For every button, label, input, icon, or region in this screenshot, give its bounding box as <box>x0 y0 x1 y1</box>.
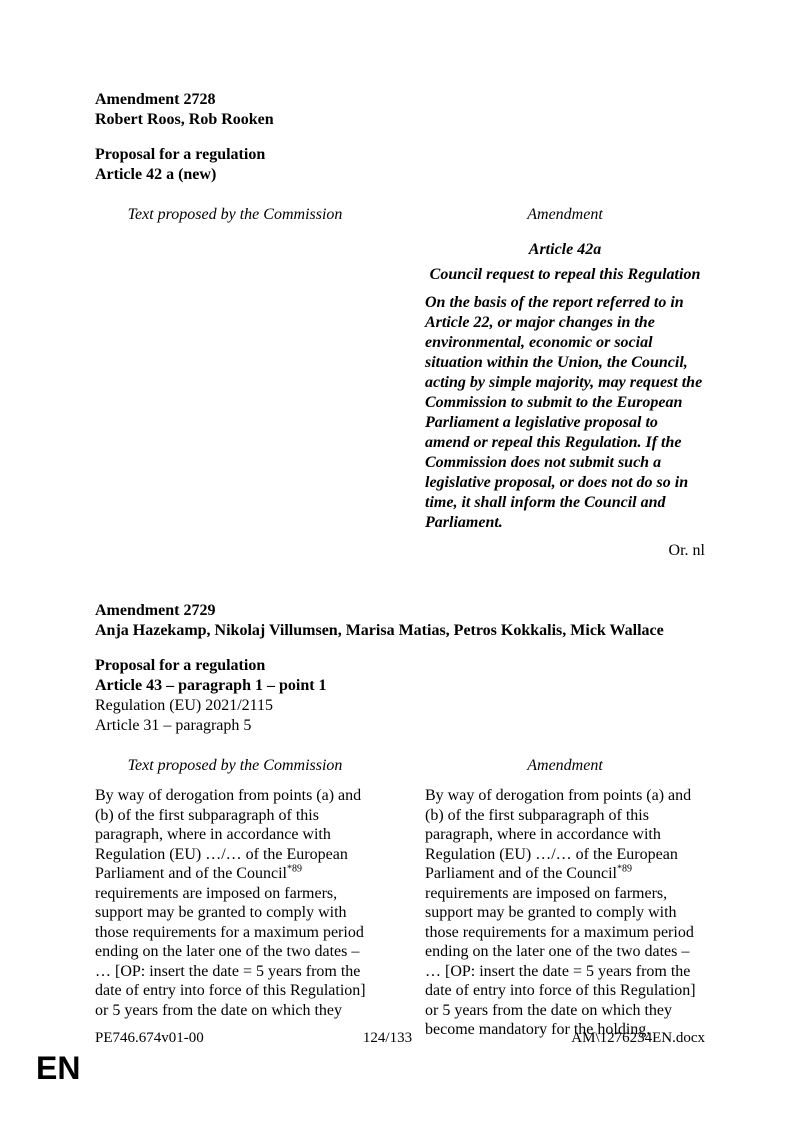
proposal-heading: Proposal for a regulation <box>95 657 266 674</box>
proposal-article: Article 42 a (new) <box>95 166 217 183</box>
comparison-table-body <box>95 225 705 533</box>
comparison-table-header <box>95 205 705 225</box>
amendment-column <box>425 225 705 533</box>
footnote-reference: *89 <box>286 863 302 875</box>
proposal-article: Article 43 – paragraph 1 – point 1 <box>95 677 327 694</box>
footer-page-number: 124/133 <box>362 1030 413 1046</box>
comparison-table-header <box>95 756 705 776</box>
amendment-number: Amendment 2729 <box>95 602 216 619</box>
commission-column <box>95 786 375 1040</box>
amendment-column <box>425 786 705 1040</box>
amendment-authors: Anja Hazekamp, Nikolaj Villumsen, Marisa Matias, Petros Kokkalis, Mick Wallace <box>95 622 664 639</box>
amendment-text: On the basis of the report referred to in Article 22, or major changes in the environmental, economic or social situation within the Union, the Council, acting by simple majority, may request the Commission to submit to the European Parliament a legislative proposal to amend or repeal this Regulation. If the Commission does not submit such a legislative proposal, or does not do so in time, it shall inform the Council and Parliament. <box>425 294 703 531</box>
amendment-text <box>425 786 705 1040</box>
comparison-table-body <box>95 786 705 1040</box>
amendment-number: Amendment 2728 <box>95 91 216 108</box>
amendment-text-part1: By way of derogation from points (a) and (b) of the first subparagraph of this paragraph, where in accordance with Regulation (EU) …/… of the European Parliament and of the Council <box>425 787 692 882</box>
commission-column-empty <box>95 225 375 533</box>
amendment-2729-section <box>95 601 705 1040</box>
footnote-reference: *89 <box>616 863 632 875</box>
page-footer <box>95 1028 705 1048</box>
proposal-heading: Proposal for a regulation <box>95 146 266 163</box>
amendment-text-part2: requirements are imposed on farmers, support may be granted to comply with those requirements for a maximum period ending on the later one of the two dates – … [OP: insert the date = 5 years from the date of entry into force of this Regulation] or 5 years from the date on which they become mandatory for the holding. <box>425 884 696 1038</box>
column-header-amendment: Amendment <box>527 757 603 774</box>
amendment-authors: Robert Roos, Rob Rooken <box>95 111 274 128</box>
commission-text-part1: By way of derogation from points (a) and (b) of the first subparagraph of this paragraph, where in accordance with Regulation (EU) …/… of the European Parliament and of the Council <box>95 787 362 882</box>
commission-text <box>95 786 375 1020</box>
origin-language: Or. nl <box>668 542 705 559</box>
footer-document-ref: PE746.674v01-00 <box>95 1030 204 1046</box>
column-header-commission: Text proposed by the Commission <box>127 206 343 223</box>
amendment-2728-section <box>95 90 705 561</box>
new-article-subheading: Council request to repeal this Regulation <box>429 266 701 283</box>
column-header-amendment: Amendment <box>527 206 603 223</box>
commission-text-part2: requirements are imposed on farmers, support may be granted to comply with those requirements for a maximum period ending on the later one of the two dates – … [OP: insert the date = 5 years from the date of entry into force of this Regulation] or 5 years from the date on which they <box>95 884 366 1019</box>
regulation-reference: Regulation (EU) 2021/2115 <box>95 697 274 714</box>
article-reference: Article 31 – paragraph 5 <box>95 717 252 734</box>
column-header-commission: Text proposed by the Commission <box>127 757 343 774</box>
footer-file-name: AM\1276234EN.docx <box>571 1030 705 1046</box>
language-marker: EN <box>36 1050 81 1086</box>
new-article-heading: Article 42a <box>528 241 602 258</box>
